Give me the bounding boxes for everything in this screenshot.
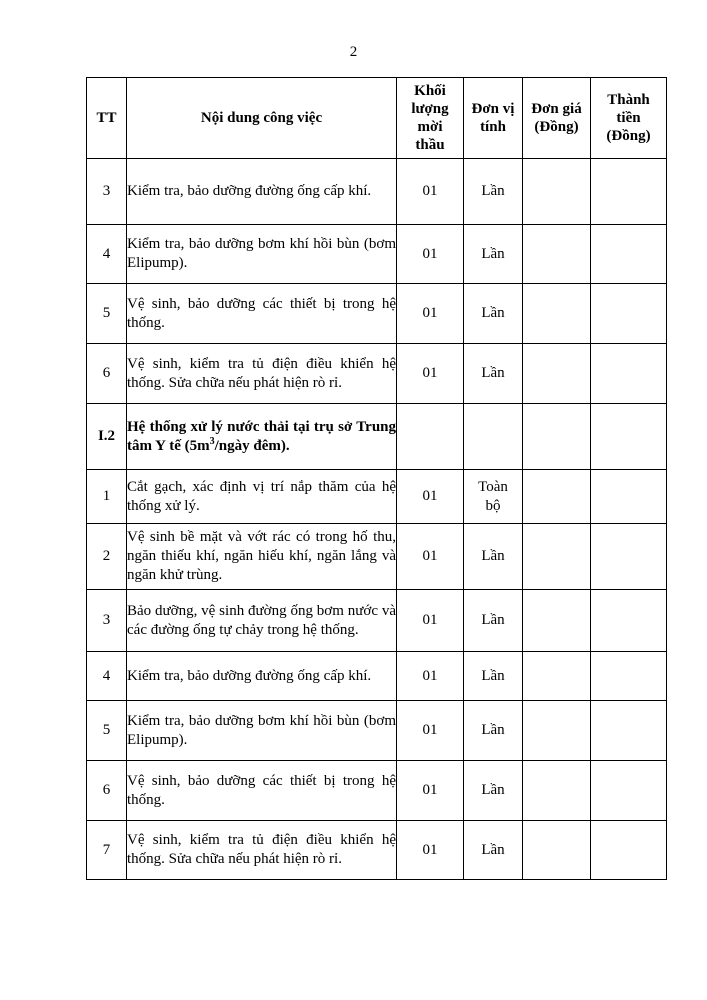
row-unit-price [523, 159, 591, 225]
row-total [591, 821, 667, 880]
header-unit-price: Đơn giá (Đồng) [523, 78, 591, 159]
row-total [591, 590, 667, 652]
section-title-superscript: 3 [209, 435, 215, 447]
table-row [87, 470, 667, 524]
row-tt: 2 [87, 524, 127, 590]
row-total [591, 284, 667, 344]
row-unit-price [523, 652, 591, 701]
section-tt: I.2 [87, 404, 127, 470]
row-content: Kiểm tra, bảo dưỡng bơm khí hồi bùn (bơm Elipump). [127, 225, 397, 284]
row-unit-price [523, 284, 591, 344]
row-content: Bảo dưỡng, vệ sinh đường ống bơm nước và các đường ống tự chảy trong hệ thống. [127, 590, 397, 652]
table-row [87, 821, 667, 880]
header-total: Thành tiền (Đồng) [591, 78, 667, 159]
row-content: Vệ sinh, bảo dưỡng các thiết bị trong hệ thống. [127, 284, 397, 344]
row-total [591, 225, 667, 284]
row-total [591, 652, 667, 701]
row-content: Vệ sinh, kiểm tra tủ điện điều khiển hệ thống. Sửa chữa nếu phát hiện rò rỉ. [127, 344, 397, 404]
table-row [87, 590, 667, 652]
row-quantity: 01 [397, 524, 464, 590]
row-quantity: 01 [397, 761, 464, 821]
row-unit: Lần [464, 761, 523, 821]
row-content: Kiểm tra, bảo dưỡng bơm khí hồi bùn (bơm Elipump). [127, 701, 397, 761]
row-unit-price [523, 761, 591, 821]
row-content: Vệ sinh, bảo dưỡng các thiết bị trong hệ thống. [127, 761, 397, 821]
row-unit-price [523, 590, 591, 652]
row-total [591, 761, 667, 821]
row-quantity: 01 [397, 344, 464, 404]
row-quantity: 01 [397, 284, 464, 344]
header-tt: TT [87, 78, 127, 159]
row-unit: Lần [464, 701, 523, 761]
row-unit: Lần [464, 225, 523, 284]
row-tt: 6 [87, 344, 127, 404]
row-content: Vệ sinh bề mặt và vớt rác có trong hố thu, ngăn thiếu khí, ngăn hiếu khí, ngăn lắng và ngăn khử trùng. [127, 524, 397, 590]
row-quantity: 01 [397, 590, 464, 652]
header-quantity: Khối lượng mời thầu [397, 78, 464, 159]
row-unit-price [523, 524, 591, 590]
row-unit-price [523, 701, 591, 761]
row-unit-price [523, 470, 591, 524]
row-total [591, 404, 667, 470]
page-number: 2 [349, 44, 358, 60]
row-quantity: 01 [397, 159, 464, 225]
row-tt: 3 [87, 590, 127, 652]
row-unit-price [523, 404, 591, 470]
header-unit: Đơn vị tính [464, 78, 523, 159]
row-tt: 4 [87, 652, 127, 701]
section-title-text-end: /ngày đêm). [214, 437, 290, 454]
row-total [591, 524, 667, 590]
row-tt: 5 [87, 701, 127, 761]
row-unit: Lần [464, 524, 523, 590]
row-total [591, 470, 667, 524]
row-unit: Lần [464, 159, 523, 225]
row-tt: 5 [87, 284, 127, 344]
header-content: Nội dung công việc [127, 78, 397, 159]
row-tt: 4 [87, 225, 127, 284]
table-row [87, 159, 667, 225]
table-header-row [87, 78, 667, 159]
row-tt: 6 [87, 761, 127, 821]
table-row [87, 652, 667, 701]
row-tt: 3 [87, 159, 127, 225]
row-unit: Lần [464, 590, 523, 652]
row-unit-price [523, 821, 591, 880]
row-quantity: 01 [397, 821, 464, 880]
table-row [87, 761, 667, 821]
row-tt: 7 [87, 821, 127, 880]
table-row [87, 284, 667, 344]
section-title [127, 404, 397, 470]
row-unit-price [523, 225, 591, 284]
row-quantity: 01 [397, 652, 464, 701]
table-row [87, 344, 667, 404]
row-total [591, 159, 667, 225]
row-total [591, 701, 667, 761]
row-unit [464, 404, 523, 470]
row-quantity: 01 [397, 225, 464, 284]
row-content: Cắt gạch, xác định vị trí nắp thăm của hệ thống xử lý. [127, 470, 397, 524]
row-quantity: 01 [397, 701, 464, 761]
row-unit-price [523, 344, 591, 404]
table-row [87, 701, 667, 761]
row-unit: Lần [464, 284, 523, 344]
row-total [591, 344, 667, 404]
row-unit: Lần [464, 344, 523, 404]
section-row [87, 404, 667, 470]
work-items-table [86, 77, 667, 880]
row-unit: Lần [464, 821, 523, 880]
row-content: Kiểm tra, bảo dưỡng đường ống cấp khí. [127, 652, 397, 701]
table-row [87, 225, 667, 284]
row-unit: Lần [464, 652, 523, 701]
row-unit: Toàn bộ [464, 470, 523, 524]
row-tt: 1 [87, 470, 127, 524]
row-quantity: 01 [397, 470, 464, 524]
row-quantity [397, 404, 464, 470]
table-row [87, 524, 667, 590]
row-content: Vệ sinh, kiểm tra tủ điện điều khiển hệ thống. Sửa chữa nếu phát hiện rò rỉ. [127, 821, 397, 880]
section-title-text: Hệ thống xử lý nước thải tại trụ sở Trung tâm Y tế (5m [127, 418, 396, 454]
row-content: Kiểm tra, bảo dưỡng đường ống cấp khí. [127, 159, 397, 225]
